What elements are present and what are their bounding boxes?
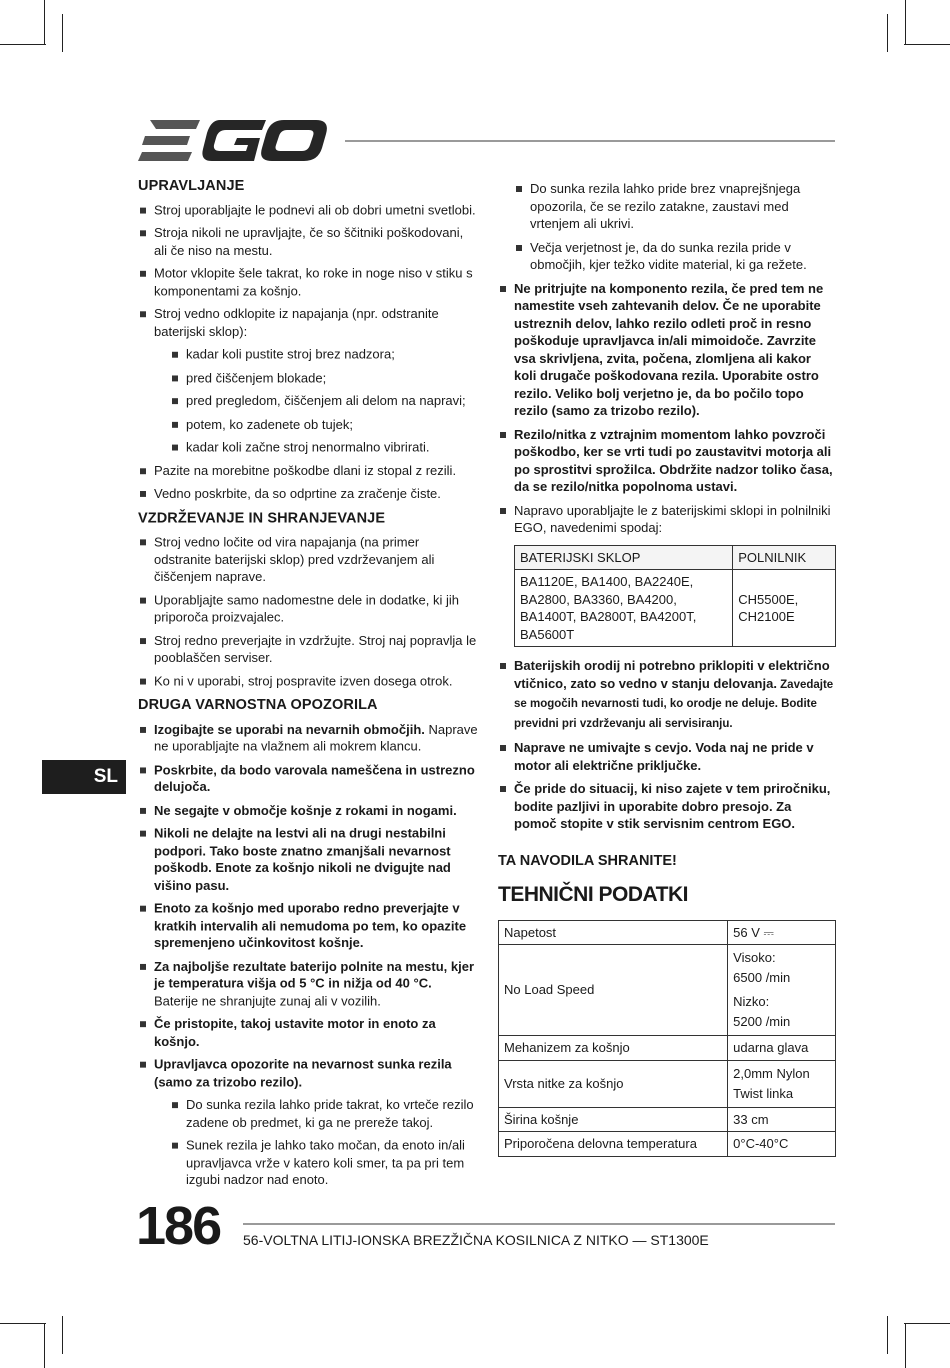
- list-item: Ne pritrjujte na komponento rezila, če pred tem ne namestite vseh zahtevanih delov. Če ne uporabite ustreznih delov, lahko rezilo odleti proč in resno poškoduje upravljavca in/ali mimoidoče. Zavrzite vsa skrivljena, zvita, počena, zlomljena ali kakor koli drugače poškodovana rezila. Uporabite ostro rezilo. Veliko bolj verjetno je, da bo počilo topo rezilo (samo za trizobo rezilo).: [498, 280, 836, 420]
- battery-charger-table: [514, 545, 836, 648]
- table-header-cell: BATERIJSKI SKLOP: [515, 545, 733, 570]
- operation-list: [138, 201, 478, 502]
- table-row: [499, 920, 836, 945]
- sublist-item: Večja verjetnost je, da do sunka rezila pride v območjih, kjer težko vidite material, ki ga režete.: [514, 239, 836, 274]
- sublist-item: potem, ko zadenete ob tujek;: [170, 415, 478, 432]
- section-title-other-warnings: DRUGA VARNOSTNA OPOZORILA: [138, 697, 378, 714]
- technical-data-title: TEHNIČNI PODATKI: [498, 883, 688, 906]
- bold-text: Baterijskih orodij ni potrebno priklopiti v električno vtičnico, zato so vedno v stanju delovanja.: [514, 658, 830, 691]
- bold-text: Upravljavca opozorite na nevarnost sunka rezila (samo za trizobo rezilo).: [154, 1056, 452, 1089]
- crop-mark: [0, 44, 46, 45]
- list-item: Stroj uporabljajte le podnevi ali ob dobri umetni svetlobi.: [138, 201, 478, 218]
- sublist-item: pred čiščenjem blokade;: [170, 369, 478, 386]
- left-column: [138, 178, 478, 1195]
- spec-value: [728, 1060, 836, 1107]
- spec-value: 0°C-40°C: [728, 1132, 836, 1157]
- list-item: [138, 305, 478, 456]
- list-item: Napravo uporabljajte le z baterijskimi sklopi in polnilniki EGO, navedenimi spodaj:: [498, 502, 836, 537]
- crop-mark: [0, 1323, 46, 1324]
- spec-label: Priporočena delovna temperatura: [499, 1132, 728, 1157]
- spec-value-line: Visoko:: [733, 950, 776, 965]
- ego-logo: [138, 118, 328, 164]
- table-cell-batteries: BA1120E, BA1400, BA2240E, BA2800, BA3360, BA4200, BA1400T, BA2800T, BA4200T, BA5600T: [515, 570, 733, 647]
- sublist-item: Do sunka rezila lahko pride takrat, ko vrteče rezilo zadene ob predmet, ki ga ne prereže takoj.: [170, 1096, 478, 1131]
- right-list: [498, 280, 836, 537]
- page-number: 186: [136, 1196, 221, 1256]
- keep-instructions: TA NAVODILA SHRANITE!: [498, 852, 677, 869]
- language-tab: SL: [42, 760, 126, 794]
- spec-table: [498, 920, 836, 1157]
- bold-text: Za najboljše rezultate baterijo polnite na mestu, kjer je temperatura višja od 5 °C in nižja od 40 °C.: [154, 958, 475, 991]
- list-item: Ko ni v uporabi, stroj pospravite izven dosega otrok.: [138, 672, 478, 689]
- list-item: Stroj redno preverjajte in vzdržujte. Stroj naj popravlja le pooblaščen serviser.: [138, 632, 478, 667]
- list-item: Če pristopite, takoj ustavite motor in enoto za košnjo.: [138, 1015, 478, 1050]
- list-item: [138, 958, 478, 1010]
- list-item: Pazite na morebitne poškodbe dlani iz stopal z rezili.: [138, 462, 478, 479]
- table-row: [499, 1132, 836, 1157]
- spec-label: Vrsta nitke za košnjo: [499, 1060, 728, 1107]
- spec-value: 56 V ⎓: [728, 920, 836, 945]
- crop-mark: [44, 0, 45, 44]
- body-text: Baterije ne shranjujte zunaj ali v vozilih.: [154, 993, 381, 1008]
- warnings-list: [138, 721, 478, 1189]
- right-column: [498, 178, 836, 1167]
- list-item-text: Stroj vedno odklopite iz napajanja (npr. odstranite baterijski sklop):: [154, 306, 439, 339]
- table-row: [499, 1060, 836, 1107]
- sublist-item: kadar koli pustite stroj brez nadzora;: [170, 346, 478, 363]
- footer-title: 56-VOLTNA LITIJ-IONSKA BREZŽIČNA KOSILNICA Z NITKO — ST1300E: [243, 1232, 709, 1248]
- table-row: [499, 1107, 836, 1132]
- spec-label: Širina košnje: [499, 1107, 728, 1132]
- bold-text: Izogibajte se uporabi na nevarnih območjih.: [154, 721, 425, 737]
- spec-value-line: 5200 /min: [733, 1014, 791, 1029]
- sublist-item: Sunek rezila je lahko tako močan, da enoto in/ali upravljavca vrže v katero koli smer, ta pa pri tem izgubi nadzor nad enoto.: [170, 1137, 478, 1189]
- header-rule: [345, 140, 835, 142]
- body-text: Naprave ne uporabljajte na vlažnem ali mokrem klancu.: [154, 721, 478, 754]
- spec-label: Mehanizem za košnjo: [499, 1036, 728, 1061]
- table-header-row: [515, 545, 836, 570]
- list-item: Če pride do situacij, ki niso zajete v tem priročniku, bodite pazljivi in uporabite dobro presojo. Za pomoč stopite v stik servisnim centrom EGO.: [498, 780, 836, 833]
- list-item: [138, 1056, 478, 1189]
- list-item: Stroja nikoli ne upravljajte, če so ščitniki poškodovani, ali če niso na mestu.: [138, 224, 478, 259]
- list-item: Vedno poskrbite, da so odprtine za zračenje čiste.: [138, 485, 478, 502]
- spec-value-line: 6500 /min: [733, 970, 791, 985]
- spec-value-line: 2,0mm Nylon: [733, 1065, 810, 1081]
- crop-mark: [62, 1316, 63, 1354]
- list-item: Nikoli ne delajte na lestvi ali na drugi nestabilni podpori. Tako boste znatno zmanjšali nevarnost poškodb. Enote za košnjo nikoli ne dvigujte nad višino pasu.: [138, 825, 478, 894]
- crop-mark: [905, 0, 906, 44]
- spec-value: 33 cm: [728, 1107, 836, 1132]
- table-cell-chargers: CH5500E, CH2100E: [733, 570, 836, 647]
- crop-mark: [905, 1324, 906, 1368]
- table-row: [499, 1036, 836, 1061]
- list-item: [138, 721, 478, 756]
- sublist-item: pred pregledom, čiščenjem ali delom na napravi;: [170, 392, 478, 409]
- section-title-maintenance: VZDRŽEVANJE IN SHRANJEVANJE: [138, 510, 386, 527]
- crop-mark: [887, 14, 888, 52]
- table-header-cell: POLNILNIK: [733, 545, 836, 570]
- footer-rule: [243, 1223, 835, 1225]
- list-item: [498, 657, 836, 733]
- list-item: Motor vklopite šele takrat, ko roke in noge niso v stiku s komponentami za košnjo.: [138, 265, 478, 300]
- sublist: [154, 346, 478, 456]
- table-row: [515, 570, 836, 647]
- crop-mark: [904, 1323, 950, 1324]
- list-item: Enoto za košnjo med uporabo redno preverjajte v kratkih intervalih ali nemudoma po tem, ko opazite spremenjeno učinkovitost košnje.: [138, 900, 478, 952]
- crop-mark: [62, 14, 63, 52]
- list-item: Poskrbite, da bodo varovala nameščena in ustrezno delujoča.: [138, 761, 478, 796]
- section-title-operation: UPRAVLJANJE: [138, 178, 245, 194]
- spec-value-line: Nizko:: [733, 994, 770, 1009]
- table-row: [499, 945, 836, 1036]
- sublist: [154, 1096, 478, 1188]
- maintenance-list: [138, 533, 478, 689]
- list-item: Rezilo/nitka z vztrajnim momentom lahko povzroči poškodbo, ker se vrti tudi po zaustavitvi motorja ali po sprostitvi sprožilca. Obdržite nadzor toliko časa, da se rezilo/nitka popolnoma ustavi.: [498, 426, 836, 496]
- list-item: Naprave ne umivajte s cevjo. Voda naj ne pride v motor ali električne priključke.: [498, 739, 836, 774]
- crop-mark: [904, 44, 950, 45]
- sublist: [498, 180, 836, 274]
- sublist-item: kadar koli začne stroj nenormalno vibrirati.: [170, 439, 478, 456]
- ego-logo-graphic: [138, 118, 328, 164]
- list-item: Stroj vedno ločite od vira napajanja (na primer odstranite baterijski sklop) pred vzdrževanjem ali čiščenjem naprave.: [138, 533, 478, 585]
- spec-label: Napetost: [499, 920, 728, 945]
- small-text: Zavedajte se mogočih nevarnosti tudi, ko orodje ne deluje. Bodite previdni pri vzdrževanju ali servisiranju.: [514, 678, 834, 730]
- spec-value: udarna glava: [728, 1036, 836, 1061]
- crop-mark: [887, 1316, 888, 1354]
- spec-label: No Load Speed: [499, 945, 728, 1036]
- right-list-2: [498, 657, 836, 833]
- spec-value: [728, 945, 836, 1036]
- list-item: Uporabljajte samo nadomestne dele in dodatke, ki jih priporoča proizvajalec.: [138, 591, 478, 626]
- crop-mark: [44, 1324, 45, 1368]
- sublist-item: Do sunka rezila lahko pride brez vnaprejšnjega opozorila, če se rezilo zatakne, zaustavi med vrtenjem ali ukrivi.: [514, 180, 836, 233]
- spec-value-line: Twist linka: [733, 1085, 794, 1101]
- list-item: Ne segajte v območje košnje z rokami in nogami.: [138, 802, 478, 819]
